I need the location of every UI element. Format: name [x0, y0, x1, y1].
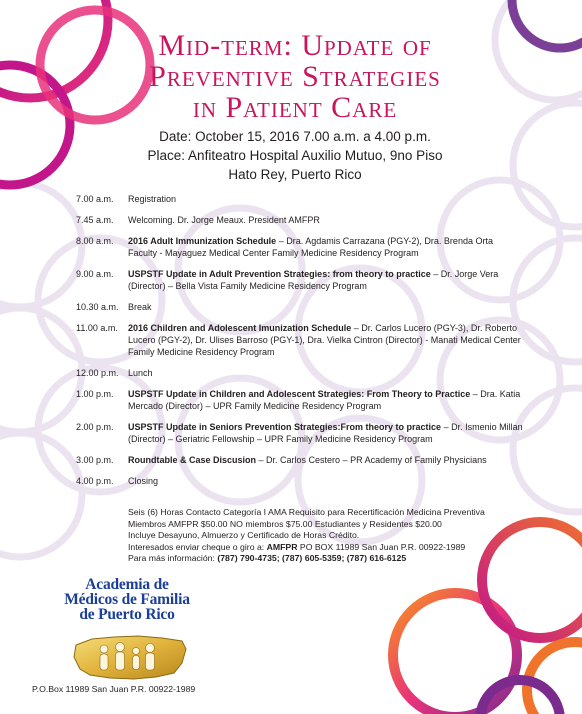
schedule-time: 4.00 p.m.: [76, 476, 114, 486]
title-line-1: Mid-term: Update of: [158, 29, 432, 62]
schedule-description: USPSTF Update in Adult Prevention Strategies: from theory to practice – Dr. Jorge Vera (Director) – Bella Vista Family Medicine Residency Program: [128, 269, 499, 291]
schedule-row: [76, 421, 524, 445]
schedule-description: Lunch: [128, 368, 153, 378]
schedule-description: USPSTF Update in Seniors Prevention Strategies:From theory to practice – Dr. Ismenio Millan (Director) – Geriatric Fellowship – UPR Family Medicine Residency Program: [128, 422, 523, 444]
notes-credits: Seis (6) Horas Contacto Categoría I AMA Requisito para Recertificación Medicina Preventiva: [128, 507, 485, 517]
event-title: [60, 30, 530, 123]
footer-address: P.O.Box 11989 San Juan P.R. 00922-1989: [32, 684, 196, 694]
schedule-time: 1.00 p.m.: [76, 389, 114, 399]
schedule-description: Closing: [128, 476, 159, 486]
schedule-description: Welcoming. Dr. Jorge Meaux. President AMFPR: [128, 215, 320, 225]
schedule-row: [76, 475, 524, 487]
event-city: Hato Rey, Puerto Rico: [228, 167, 362, 182]
schedule-row: [76, 388, 524, 412]
schedule-row: [76, 268, 524, 292]
schedule-row: [76, 454, 524, 466]
notes-fees: Miembros AMFPR $50.00 NO miembros $75.00 Estudiantes y Residentes $20.00: [128, 518, 442, 529]
schedule-time: 7.45 a.m.: [76, 215, 114, 225]
schedule-description: 2016 Children and Adolescent Imunization Schedule – Dr. Carlos Lucero (PGY-3), Dr. Roberto Lucero (PGY-2), Dr. Ulises Barroso (PGY-1), Dra. Vielka Cintron (Director) - Manati Medical Center Family Medicine Residency Program: [128, 323, 521, 357]
schedule-time: 7.00 a.m.: [76, 194, 114, 204]
schedule-row: [76, 367, 524, 379]
logo-text: Academia de Médicos de Familia de Puerto Rico: [64, 576, 190, 623]
schedule-row: [76, 301, 524, 313]
schedule-row: [76, 214, 524, 226]
schedule-list: [76, 193, 524, 496]
event-place: Place: Anfiteatro Hospital Auxilio Mutuo, 9no Piso: [147, 148, 443, 163]
schedule-time: 8.00 a.m.: [76, 236, 114, 246]
puerto-rico-map-icon: [70, 627, 190, 687]
notes-contact: Para más información: (787) 790-4735; (787) 605-5359; (787) 616-6125: [128, 553, 407, 563]
registration-notes: [128, 507, 548, 565]
schedule-row: [76, 235, 524, 259]
schedule-description: Registration: [128, 194, 177, 204]
schedule-time: 11.00 a.m.: [76, 323, 118, 333]
schedule-time: 10.30 a.m.: [76, 302, 119, 312]
academy-logo: [52, 577, 202, 622]
schedule-time: 12.00 p.m.: [76, 368, 119, 378]
schedule-time: 2.00 p.m.: [76, 422, 114, 432]
schedule-time: 3.00 p.m.: [76, 455, 114, 465]
schedule-description: Roundtable & Case Discusion – Dr. Carlos Cestero – PR Academy of Family Physicians: [128, 455, 487, 465]
event-date: Date: October 15, 2016 7.00 a.m. a 4.00 p.m.: [159, 129, 431, 144]
schedule-row: [76, 322, 524, 358]
title-line-2: Preventive Strategies: [149, 60, 441, 93]
schedule-row: [76, 193, 524, 205]
event-details: [60, 127, 530, 184]
notes-includes: Incluye Desayuno, Almuerzo y Certificado de Horas Crédito.: [128, 530, 360, 540]
notes-payment: Interesados enviar cheque o giro a: AMFPR PO BOX 11989 San Juan P.R. 00922-1989: [128, 541, 466, 552]
schedule-description: 2016 Adult Immunization Schedule – Dra. Agdamis Carrazana (PGY-2), Dra. Brenda Orta Faculty - Mayaguez Medical Center Family Medicine Residency Program: [128, 236, 493, 258]
schedule-description: Break: [128, 302, 152, 312]
schedule-time: 9.00 a.m.: [76, 269, 114, 279]
schedule-description: USPSTF Update in Children and Adolescent Strategies: From Theory to Practice – Dra. Katia Mercado (Director) – UPR Family Medicine Residency Program: [128, 389, 521, 411]
title-line-3: in Patient Care: [192, 91, 398, 124]
